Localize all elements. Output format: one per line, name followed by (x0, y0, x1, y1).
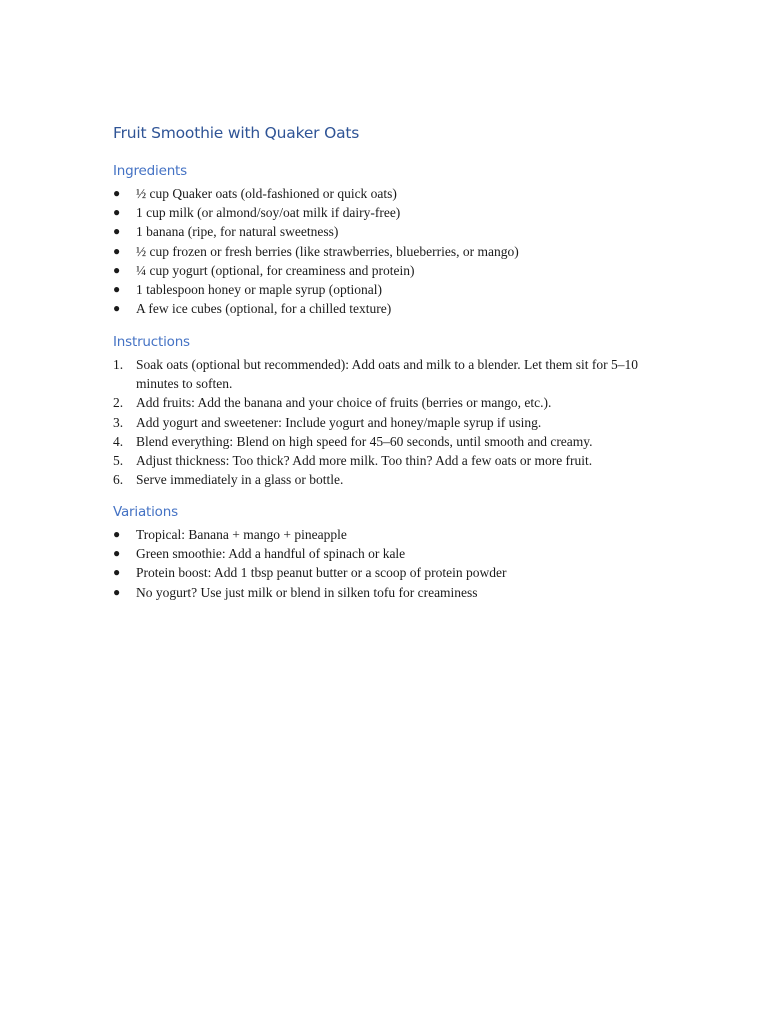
list-item (113, 203, 519, 222)
variations-list (113, 525, 506, 602)
bullet-icon: ● (113, 243, 121, 258)
bullet-icon: ● (113, 301, 121, 316)
step-text: Serve immediately in a glass or bottle. (136, 472, 344, 488)
variation-text: Green smoothie: Add a handful of spinach or kale (136, 546, 406, 562)
ingredient-text: 1 tablespoon honey or maple syrup (optional) (136, 282, 382, 298)
list-item (113, 525, 506, 544)
list-item (113, 544, 506, 563)
instructions-heading: Instructions (113, 334, 190, 350)
bullet-icon: ● (113, 584, 121, 599)
list-item (113, 280, 519, 299)
bullet-icon: ● (113, 186, 121, 200)
step-number: 1. (113, 357, 124, 372)
list-item (113, 355, 652, 393)
list-item (113, 261, 519, 280)
variation-text: Tropical: Banana + mango + pineapple (136, 527, 347, 542)
document-title: Fruit Smoothie with Quaker Oats (113, 124, 360, 142)
ingredient-text: 1 banana (ripe, for natural sweetness) (136, 224, 339, 240)
bullet-icon: ● (113, 546, 121, 561)
step-text: Add yogurt and sweetener: Include yogurt and honey/maple syrup if using. (136, 414, 542, 430)
list-item (113, 451, 652, 470)
step-text: Blend everything: Blend on high speed for 45–60 seconds, until smooth and creamy. (136, 433, 593, 449)
list-item (113, 432, 652, 451)
bullet-icon: ● (113, 282, 121, 297)
variation-text: Protein boost: Add 1 tbsp peanut butter or a scoop of protein powder (136, 565, 507, 581)
variations-heading: Variations (113, 504, 178, 520)
bullet-icon: ● (113, 565, 121, 580)
bullet-icon: ● (113, 224, 121, 239)
ingredient-text: 1 cup milk (or almond/soy/oat milk if dairy-free) (136, 205, 401, 221)
list-item (113, 413, 652, 432)
step-number: 3. (113, 414, 124, 430)
list-item (113, 242, 519, 261)
ingredient-text: ¼ cup yogurt (optional, for creaminess and protein) (136, 262, 415, 278)
ingredients-list (113, 184, 519, 318)
list-item (113, 470, 652, 489)
step-text: Add fruits: Add the banana and your choice of fruits (berries or mango, etc.). (136, 395, 552, 411)
list-item (113, 184, 519, 203)
bullet-icon: ● (113, 527, 121, 541)
ingredient-text: ½ cup Quaker oats (old-fashioned or quick oats) (136, 186, 397, 201)
step-number: 4. (113, 433, 124, 449)
ingredients-heading: Ingredients (113, 163, 187, 179)
variation-text: No yogurt? Use just milk or blend in silken tofu for creaminess (136, 584, 478, 600)
list-item (113, 393, 652, 412)
list-item (113, 299, 519, 318)
list-item (113, 222, 519, 241)
step-number: 6. (113, 472, 124, 488)
step-text: Soak oats (optional but recommended): Add oats and milk to a blender. Let them sit for 5–10 minutes to soften. (136, 357, 639, 392)
step-text: Adjust thickness: Too thick? Add more milk. Too thin? Add a few oats or more fruit. (136, 453, 593, 469)
instructions-list (113, 355, 652, 489)
step-number: 2. (113, 395, 124, 411)
list-item (113, 583, 506, 602)
bullet-icon: ● (113, 205, 121, 220)
step-number: 5. (113, 453, 124, 469)
bullet-icon: ● (113, 262, 121, 277)
ingredient-text: A few ice cubes (optional, for a chilled texture) (136, 301, 392, 317)
list-item (113, 563, 506, 582)
ingredient-text: ½ cup frozen or fresh berries (like strawberries, blueberries, or mango) (136, 243, 519, 259)
